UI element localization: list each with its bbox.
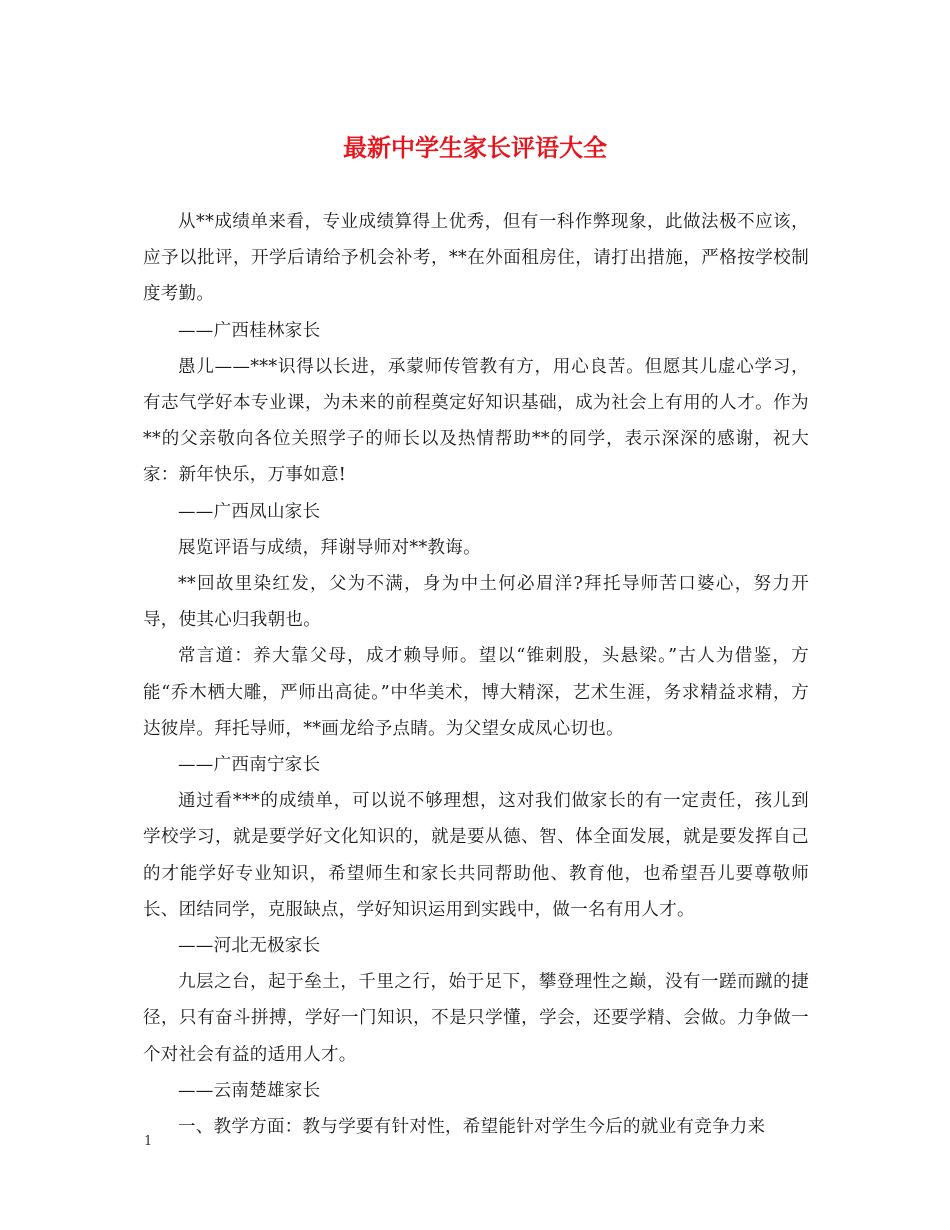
document-body [143, 204, 809, 1145]
page-number: 1 [144, 1134, 153, 1149]
paragraph-signature: ——河北无极家长 [178, 936, 321, 957]
paragraph: 常言道：养大靠父母，成才赖导师。望以“锥刺股，头悬梁。”古人为借鉴，方能“乔木栖大雕，严师出高徒。”中华美术，博大精深，艺术生涯，务求精益求精，方达彼岸。拜托导师，**画龙给予点睛。为父望女成凤心切也。 [143, 646, 809, 739]
page-title: 最新中学生家长评语大全 [343, 133, 607, 162]
paragraph: **回故里染红发，父为不满，身为中土何必眉洋?拜托导师苦口婆心，努力开导，使其心归我朝也。 [143, 574, 809, 631]
paragraph: 展览评语与成绩，拜谢导师对**教诲。 [178, 537, 481, 558]
paragraph: 一、教学方面：教与学要有针对性，希望能针对学生今后的就业有竞争力来 [178, 1117, 766, 1138]
paragraph-signature: ——云南楚雄家长 [178, 1080, 321, 1101]
paragraph-signature: ——广西桂林家长 [178, 320, 321, 341]
paragraph: 从**成绩单来看，专业成绩算得上优秀，但有一科作弊现象，此做法极不应该，应予以批评，开学后请给予机会补考，**在外面租房住，请打出措施，严格按学校制度考勤。 [143, 212, 809, 305]
paragraph: 愚儿——***识得以长进，承蒙师传管教有方，用心良苦。但愿其儿虚心学习，有志气学好本专业课，为未来的前程奠定好知识基础，成为社会上有用的人才。作为**的父亲敬向各位关照学子的师长以及热情帮助**的同学，表示深深的感谢，祝大家：新年快乐，万事如意! [143, 356, 809, 486]
paragraph: 通过看***的成绩单，可以说不够理想，这对我们做家长的有一定责任，孩儿到学校学习，就是要学好文化知识的，就是要从德、智、体全面发展，就是要发挥自己的才能学好专业知识，希望师生和家长共同帮助他、教育他，也希望吾儿要尊敬师长、团结同学，克服缺点，学好知识运用到实践中，做一名有用人才。 [143, 791, 809, 920]
paragraph: 九层之台，起于垒土，千里之行，始于足下，攀登理性之巅，没有一蹉而蹴的捷径，只有奋斗拼搏，学好一门知识，不是只学懂，学会，还要学精、会做。力争做一个对社会有益的适用人才。 [143, 972, 809, 1065]
paragraph-signature: ——广西凤山家长 [178, 501, 321, 522]
paragraph-signature: ——广西南宁家长 [178, 755, 321, 776]
